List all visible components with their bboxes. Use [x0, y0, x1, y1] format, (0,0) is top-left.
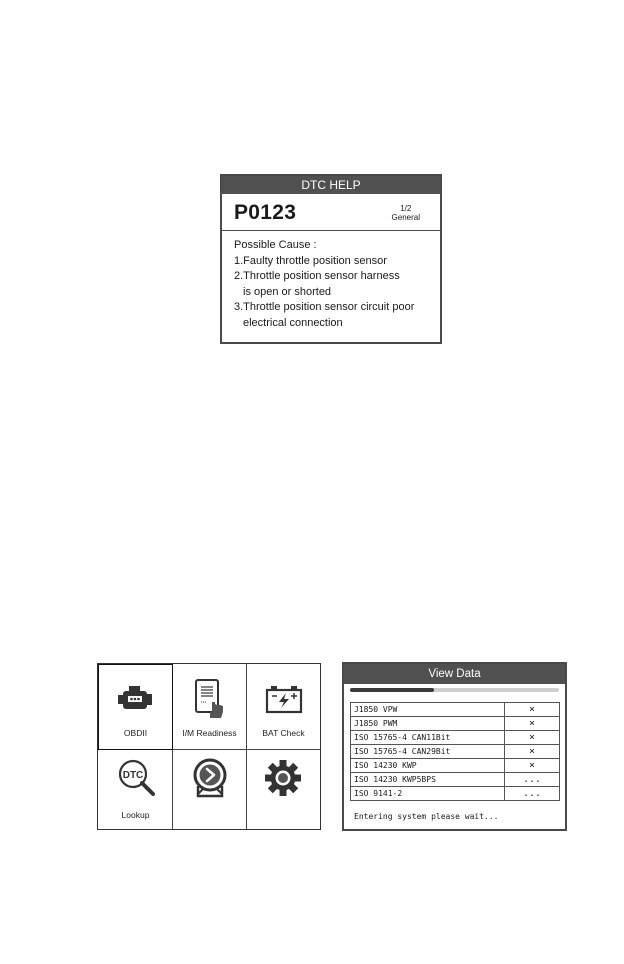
main-menu-grid [97, 663, 321, 830]
menu-tile-lookup[interactable] [98, 750, 173, 830]
dtc-code: P0123 [234, 201, 297, 224]
table-row [351, 759, 560, 773]
cause-line: 2.Throttle position sensor harness [234, 270, 400, 282]
protocol-name: J1850 PWM [351, 717, 505, 731]
protocol-status: × [505, 703, 560, 717]
view-data-panel [342, 662, 567, 831]
svg-text:DTC: DTC [122, 770, 144, 781]
protocol-name: ISO 15765-4 CAN29Bit [351, 745, 505, 759]
protocol-name: ISO 15765-4 CAN11Bit [351, 731, 505, 745]
table-row [351, 717, 560, 731]
table-row [351, 787, 560, 801]
menu-label-obdii: OBDII [123, 728, 148, 738]
cause-line: 1.Faulty throttle position sensor [234, 254, 387, 267]
progress-bar [350, 688, 559, 692]
protocol-name: ISO 9141-2 [351, 787, 505, 801]
page-indicator: 1/2 [400, 204, 412, 213]
dtc-help-panel [220, 174, 442, 344]
cause-line: is open or shorted [243, 285, 332, 298]
table-row [351, 731, 560, 745]
cause-line: electrical connection [243, 316, 343, 329]
playback-icon [190, 758, 230, 802]
gear-icon [264, 759, 302, 797]
dtc-header [222, 194, 440, 231]
view-data-title: View Data [344, 664, 565, 684]
cause-heading: Possible Cause : [234, 239, 317, 251]
menu-tile-bat-check[interactable] [247, 664, 320, 750]
cause-line: 3.Throttle position sensor circuit poor [234, 301, 415, 313]
protocol-status: × [505, 759, 560, 773]
table-row [351, 745, 560, 759]
protocol-table [350, 702, 560, 801]
menu-tile-im-readiness[interactable] [173, 664, 246, 750]
protocol-name: ISO 14230 KWP [351, 759, 505, 773]
table-row [351, 703, 560, 717]
dtc-magnifier-icon [117, 758, 157, 798]
protocol-status: ... [505, 787, 560, 801]
protocol-name: J1850 VPW [351, 703, 505, 717]
menu-tile-playback[interactable] [173, 750, 246, 830]
dtc-help-title: DTC HELP [222, 176, 440, 194]
menu-tile-settings[interactable] [247, 750, 320, 830]
selection-highlight [98, 664, 173, 750]
menu-label-bat-check: BAT Check [262, 728, 305, 738]
dtc-description [222, 231, 440, 331]
protocol-name: ISO 14230 KWP5BPS [351, 773, 505, 787]
progress-bar-fill [350, 688, 434, 692]
dtc-category: General [391, 213, 420, 222]
table-row [351, 773, 560, 787]
protocol-status: × [505, 745, 560, 759]
dtc-page-info [392, 204, 420, 222]
status-message: Entering system please wait... [354, 812, 499, 821]
menu-label-im-readiness: I/M Readiness [182, 728, 237, 738]
battery-icon [265, 684, 303, 714]
tablet-touch-icon [193, 678, 229, 722]
protocol-status: ... [505, 773, 560, 787]
protocol-status: × [505, 731, 560, 745]
menu-label-lookup: Lookup [121, 810, 150, 820]
protocol-status: × [505, 717, 560, 731]
